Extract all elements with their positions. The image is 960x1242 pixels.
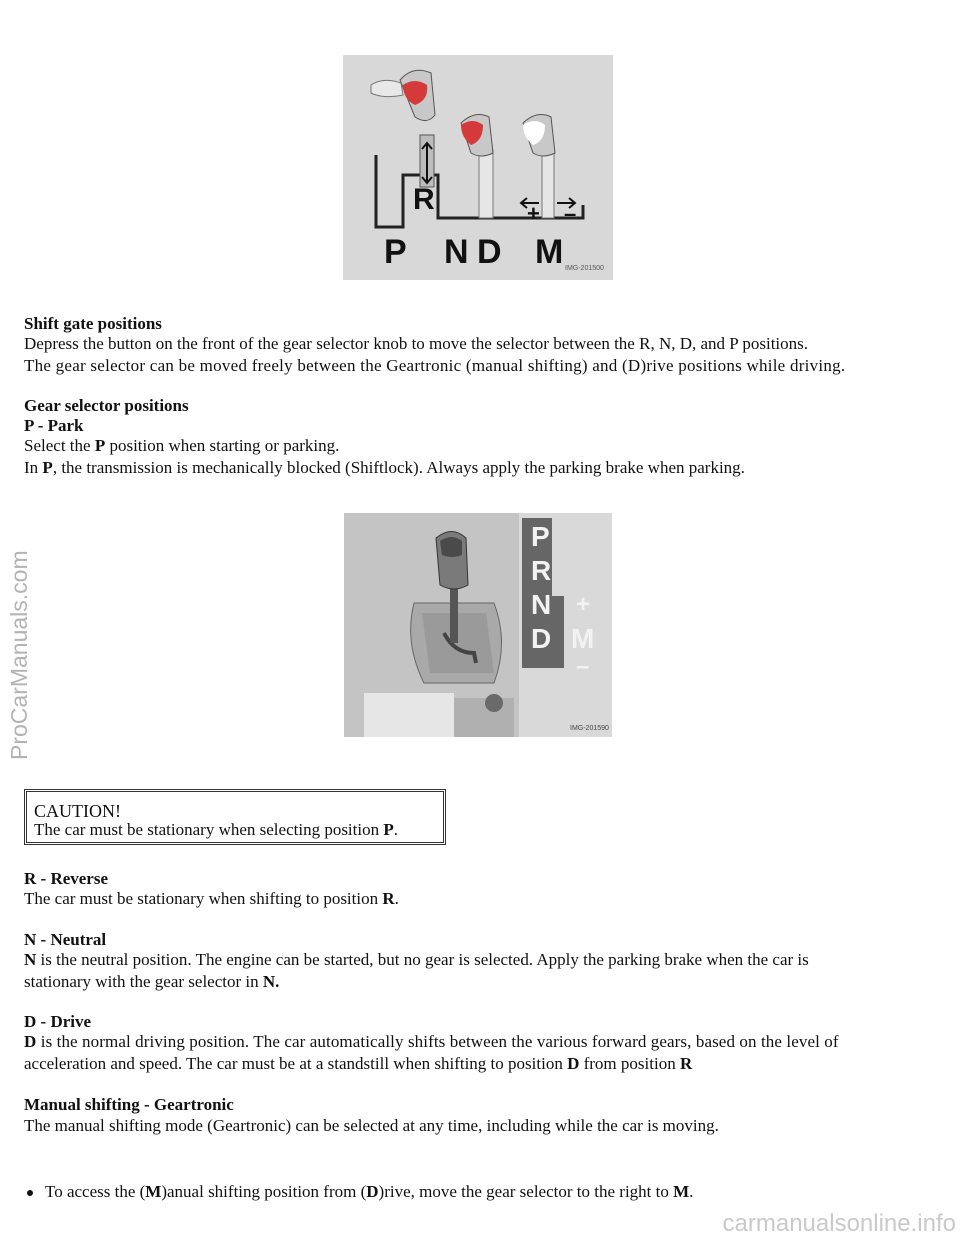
text: . <box>394 889 399 908</box>
minus-sign: – <box>564 201 577 226</box>
gate-letter-d: D <box>477 233 502 271</box>
text: acceleration and speed. The car must be at a standstill when shifting to position <box>24 1054 568 1073</box>
emphasis: R <box>679 1054 693 1073</box>
caution-box <box>24 789 446 845</box>
emphasis: P <box>94 436 106 455</box>
emphasis: D <box>567 1054 580 1073</box>
heading-shift-gate: Shift gate positions <box>24 314 162 333</box>
gate-letter-n: N <box>444 233 469 271</box>
selector-minus: – <box>576 653 590 680</box>
selector-letter-m: M <box>571 623 595 654</box>
bullet-dot <box>27 1190 33 1196</box>
shift-gate-line-1: Depress the button on the front of the gear selector knob to move the selector between the R, N, D, and P positions. <box>24 334 809 353</box>
reverse-text <box>24 889 399 909</box>
emphasis: M <box>673 1182 690 1201</box>
text: )rive, move the gear selector to the right to <box>378 1182 674 1201</box>
emphasis: N. <box>262 972 280 991</box>
plus-sign: + <box>527 201 540 226</box>
selector-letter-n: N <box>531 589 552 620</box>
selector-letter-p: P <box>531 521 550 552</box>
emphasis: P <box>42 458 53 477</box>
drive-line-2 <box>24 1054 692 1074</box>
text: In <box>24 458 43 477</box>
figure-code: IMG-201500 <box>565 265 604 272</box>
heading-manual: Manual shifting - Geartronic <box>24 1095 234 1114</box>
emphasis: R <box>382 889 395 908</box>
figure-code: IMG-201590 <box>570 725 609 732</box>
emphasis: P <box>383 820 394 839</box>
reverse-letter: R <box>413 183 435 216</box>
shift-gate-line-2: The gear selector can be moved freely between the Geartronic (manual shifting) and (D)rive positions while driving. <box>24 356 846 375</box>
gate-letter-m: M <box>535 233 564 271</box>
text: . <box>393 820 398 839</box>
emphasis: D <box>366 1182 379 1201</box>
drive-line-1 <box>24 1032 839 1052</box>
heading-gear-selector: Gear selector positions <box>24 396 189 415</box>
emphasis: M <box>145 1182 162 1201</box>
manual-line-1: The manual shifting mode (Geartronic) can be selected at any time, including while the car is moving. <box>24 1116 719 1135</box>
text: Select the <box>24 436 95 455</box>
text: To access the ( <box>45 1182 146 1201</box>
bottom-watermark: carmanualsonline.info <box>722 1210 956 1237</box>
text: The car must be stationary when selecting position <box>34 820 384 839</box>
text: stationary with the gear selector in <box>24 972 263 991</box>
park-line-1 <box>24 436 339 456</box>
caution-text <box>34 820 398 840</box>
text: . <box>689 1182 694 1201</box>
text: , the transmission is mechanically blocked (Shiftlock). Always apply the parking brake when parking. <box>52 458 745 477</box>
selector-letter-r: R <box>531 555 552 586</box>
gear-selector-figure <box>344 513 612 737</box>
text: The car must be stationary when shifting to position <box>24 889 383 908</box>
heading-drive: D - Drive <box>24 1012 92 1031</box>
text: )anual shifting position from ( <box>161 1182 367 1201</box>
text: is the normal driving position. The car automatically shifts between the various forward gears, based on the level of <box>36 1032 839 1051</box>
text: from position <box>579 1054 680 1073</box>
text: position when starting or parking. <box>105 436 340 455</box>
text: is the neutral position. The engine can be started, but no gear is selected. Apply the parking brake when the car is <box>36 950 809 969</box>
gate-letter-p: P <box>384 233 407 271</box>
emphasis: N <box>24 950 37 969</box>
subheading-park: P - Park <box>24 416 84 435</box>
park-line-2 <box>24 458 745 478</box>
heading-reverse: R - Reverse <box>24 869 109 888</box>
neutral-line-2 <box>24 972 279 992</box>
manual-bullet <box>45 1182 693 1202</box>
neutral-line-1 <box>24 950 809 970</box>
side-watermark: ProCarManuals.com <box>6 550 32 760</box>
selector-plus: + <box>576 591 591 618</box>
shift-gate-figure <box>343 55 613 280</box>
heading-neutral: N - Neutral <box>24 930 107 949</box>
selector-letter-d: D <box>531 623 552 654</box>
emphasis: D <box>24 1032 37 1051</box>
caution-title: CAUTION! <box>34 801 121 821</box>
